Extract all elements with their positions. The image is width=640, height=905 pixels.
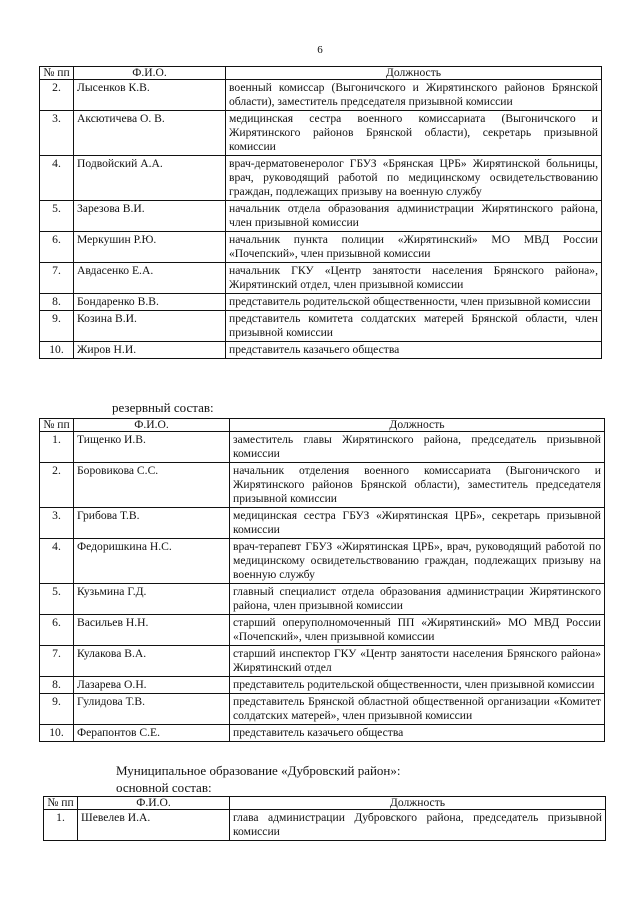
row-number: 1.: [44, 810, 78, 841]
row-number: 10.: [40, 725, 74, 742]
member-position: представитель казачьего общества: [230, 725, 605, 742]
table-row: [40, 201, 602, 232]
member-position: заместитель главы Жирятинского района, председатель призывной комиссии: [230, 432, 605, 463]
table-row: [40, 263, 602, 294]
row-number: 4.: [40, 539, 74, 584]
header-position: Должность: [226, 67, 602, 80]
row-number: 2.: [40, 463, 74, 508]
member-name: Зарезова В.И.: [74, 201, 226, 232]
row-number: 9.: [40, 694, 74, 725]
municipality-heading: Муниципальное образование «Дубровский район»:: [116, 763, 401, 778]
row-number: 6.: [40, 232, 74, 263]
row-number: 10.: [40, 342, 74, 359]
row-number: 1.: [40, 432, 74, 463]
row-number: 5.: [40, 584, 74, 615]
member-position: представитель комитета солдатских матерей Брянской области, член призывной комиссии: [226, 311, 602, 342]
member-position: врач-дерматовенеролог ГБУЗ «Брянская ЦРБ» Жирятинской больницы, врач, руководящий работой по медицинскому освидетельствованию граждан, подлежащих призыву на военную службу: [226, 156, 602, 201]
header-num: № пп: [40, 419, 74, 432]
member-name: Федоришкина Н.С.: [74, 539, 230, 584]
row-number: 8.: [40, 677, 74, 694]
member-position: медицинская сестра ГБУЗ «Жирятинская ЦРБ», секретарь призывной комиссии: [230, 508, 605, 539]
table-row: [40, 677, 605, 694]
header-name: Ф.И.О.: [78, 797, 230, 810]
member-name: Кулакова В.А.: [74, 646, 230, 677]
table-row: [40, 80, 602, 111]
member-name: Ферапонтов С.Е.: [74, 725, 230, 742]
main-section-label: основной состав:: [116, 780, 212, 795]
row-number: 9.: [40, 311, 74, 342]
table-row: [40, 584, 605, 615]
row-number: 7.: [40, 646, 74, 677]
dubrovsky-main-table: [43, 796, 606, 841]
header-num: № пп: [44, 797, 78, 810]
member-position: старший оперуполномоченный ПП «Жирятинский» МО МВД России «Почепский», член призывной комиссии: [230, 615, 605, 646]
member-name: Бондаренко В.В.: [74, 294, 226, 311]
member-name: Авдасенко Е.А.: [74, 263, 226, 294]
table-row: [40, 432, 605, 463]
reserve-section-label: резервный состав:: [112, 400, 214, 415]
row-number: 2.: [40, 80, 74, 111]
member-name: Гулидова Т.В.: [74, 694, 230, 725]
row-number: 4.: [40, 156, 74, 201]
member-position: начальник отдела образования администрации Жирятинского района, член призывной комиссии: [226, 201, 602, 232]
member-position: глава администрации Дубровского района, председатель призывной комиссии: [230, 810, 606, 841]
member-position: начальник ГКУ «Центр занятости населения Брянского района», Жирятинский отдел, член призывной комиссии: [226, 263, 602, 294]
table-row: [40, 725, 605, 742]
member-name: Шевелев И.А.: [78, 810, 230, 841]
table-row: [40, 156, 602, 201]
row-number: 5.: [40, 201, 74, 232]
member-name: Аксютичева О. В.: [74, 111, 226, 156]
member-name: Подвойский А.А.: [74, 156, 226, 201]
member-position: главный специалист отдела образования администрации Жирятинского района, член призывной комиссии: [230, 584, 605, 615]
table-header-row: [44, 797, 606, 810]
header-position: Должность: [230, 419, 605, 432]
member-position: врач-терапевт ГБУЗ «Жирятинская ЦРБ», врач, руководящий работой по медицинскому освидетельствованию граждан, подлежащих призыву на военную службу: [230, 539, 605, 584]
table-row: [40, 539, 605, 584]
page-number: 6: [317, 44, 323, 56]
table-row: [40, 646, 605, 677]
row-number: 3.: [40, 111, 74, 156]
member-name: Кузьмина Г.Д.: [74, 584, 230, 615]
table-header-row: [40, 419, 605, 432]
table-row: [40, 311, 602, 342]
header-name: Ф.И.О.: [74, 419, 230, 432]
member-name: Меркушин Р.Ю.: [74, 232, 226, 263]
member-name: Козина В.И.: [74, 311, 226, 342]
header-name: Ф.И.О.: [74, 67, 226, 80]
member-position: представитель Брянской областной общественной организации «Комитет солдатских матерей», член призывной комиссии: [230, 694, 605, 725]
member-position: медицинская сестра военного комиссариата (Выгоничского и Жирятинского районов Брянской области), секретарь призывной комиссии: [226, 111, 602, 156]
table-header-row: [40, 67, 602, 80]
member-position: начальник отделения военного комиссариата (Выгоничского и Жирятинского районов Брянской области), заместитель председателя призывной комиссии: [230, 463, 605, 508]
member-position: представитель родительской общественности, член призывной комиссии: [226, 294, 602, 311]
row-number: 8.: [40, 294, 74, 311]
member-position: начальник пункта полиции «Жирятинский» МО МВД России «Почепский», член призывной комиссии: [226, 232, 602, 263]
member-name: Боровикова С.С.: [74, 463, 230, 508]
member-name: Тищенко И.В.: [74, 432, 230, 463]
member-position: представитель родительской общественности, член призывной комиссии: [230, 677, 605, 694]
member-position: старший инспектор ГКУ «Центр занятости населения Брянского района» Жирятинский отдел: [230, 646, 605, 677]
row-number: 6.: [40, 615, 74, 646]
row-number: 7.: [40, 263, 74, 294]
member-position: представитель казачьего общества: [226, 342, 602, 359]
member-position: военный комиссар (Выгоничского и Жирятинского районов Брянской области), заместитель председателя призывной комиссии: [226, 80, 602, 111]
commission-reserve-table: [39, 418, 605, 742]
table-row: [40, 508, 605, 539]
table-row: [40, 463, 605, 508]
commission-main-table: [39, 66, 602, 359]
member-name: Васильев Н.Н.: [74, 615, 230, 646]
table-row: [40, 232, 602, 263]
header-position: Должность: [230, 797, 606, 810]
table-row: [40, 342, 602, 359]
header-num: № пп: [40, 67, 74, 80]
member-name: Жиров Н.И.: [74, 342, 226, 359]
table-row: [40, 294, 602, 311]
table-row: [44, 810, 606, 841]
row-number: 3.: [40, 508, 74, 539]
table-row: [40, 615, 605, 646]
member-name: Лазарева О.Н.: [74, 677, 230, 694]
member-name: Грибова Т.В.: [74, 508, 230, 539]
table-row: [40, 694, 605, 725]
member-name: Лысенков К.В.: [74, 80, 226, 111]
table-row: [40, 111, 602, 156]
